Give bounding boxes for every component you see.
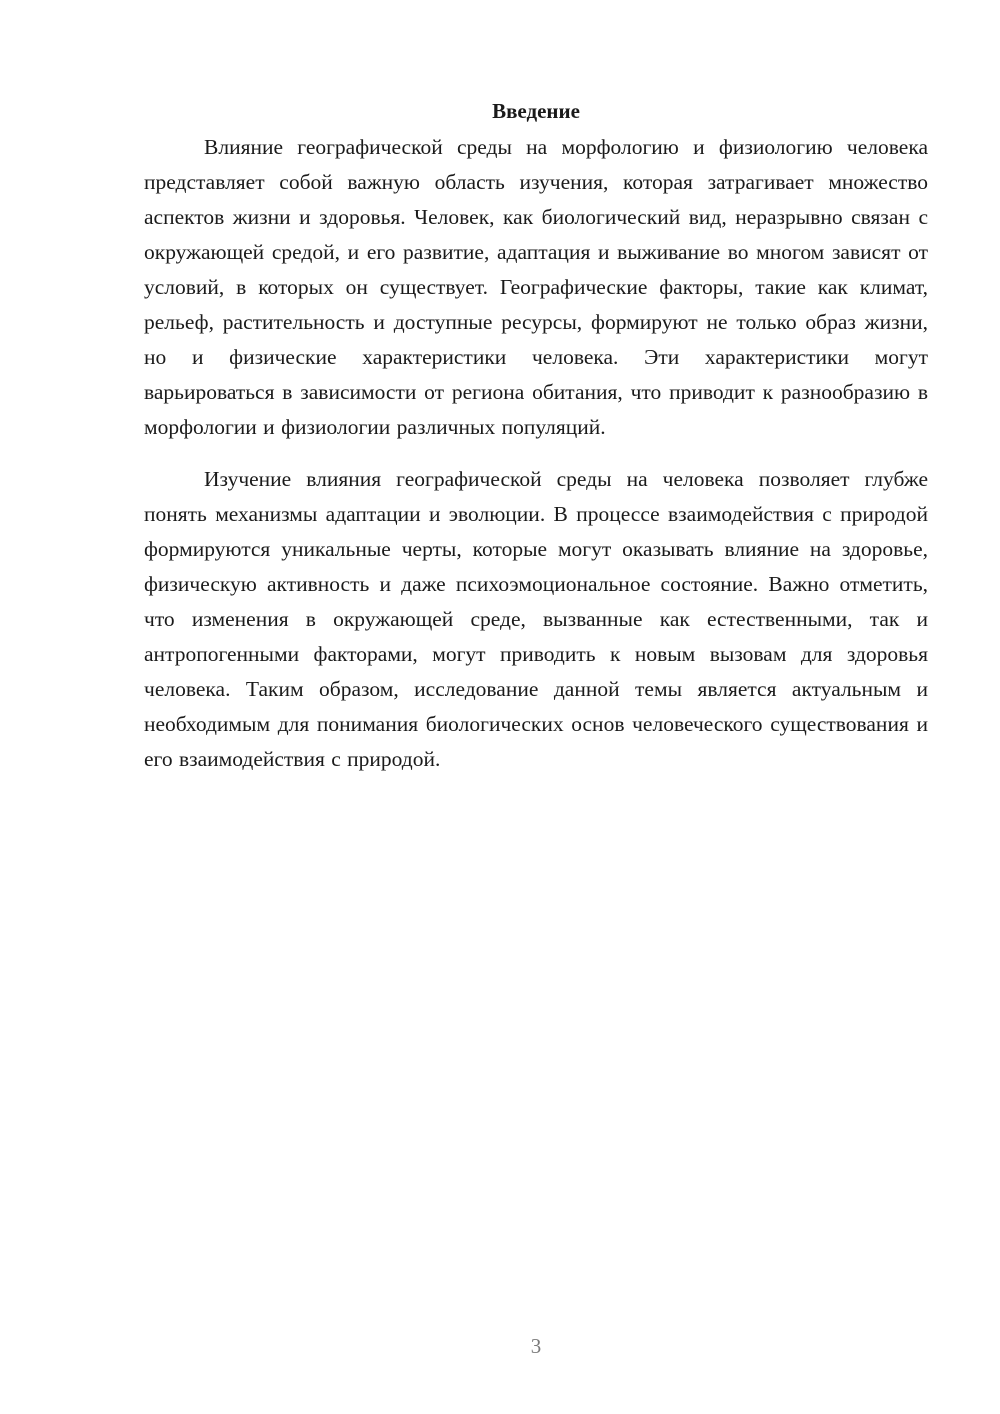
section-heading: Введение: [492, 99, 580, 123]
page-body: [144, 96, 928, 777]
paragraph-1: Влияние географической среды на морфологию и физиологию человека представляет собой важную область изучения, которая затрагивает множество аспектов жизни и здоровья. Человек, как биологический вид, неразрывно связан с окружающей средой, и его развитие, адаптация и выживание во многом зависят от условий, в которых он существует. Географические факторы, такие как климат, рельеф, растительность и доступные ресурсы, формируют не только образ жизни, но и физические характеристики человека. Эти характеристики могут варьироваться в зависимости от региона обитания, что приводит к разнообразию в морфологии и физиологии различных популяций.: [144, 135, 928, 439]
page-number: 3: [530, 1334, 542, 1358]
paragraph-2: Изучение влияния географической среды на человека позволяет глубже понять механизмы адаптации и эволюции. В процессе взаимодействия с природой формируются уникальные черты, которые могут оказывать влияние на здоровье, физическую активность и даже психоэмоциональное состояние. Важно отметить, что изменения в окружающей среде, вызванные как естественными, так и антропогенными факторами, могут приводить к новым вызовам для здоровья человека. Таким образом, исследование данной темы является актуальным и необходимым для понимания биологических основ человеческого существования и его взаимодействия с природой.: [144, 467, 928, 771]
